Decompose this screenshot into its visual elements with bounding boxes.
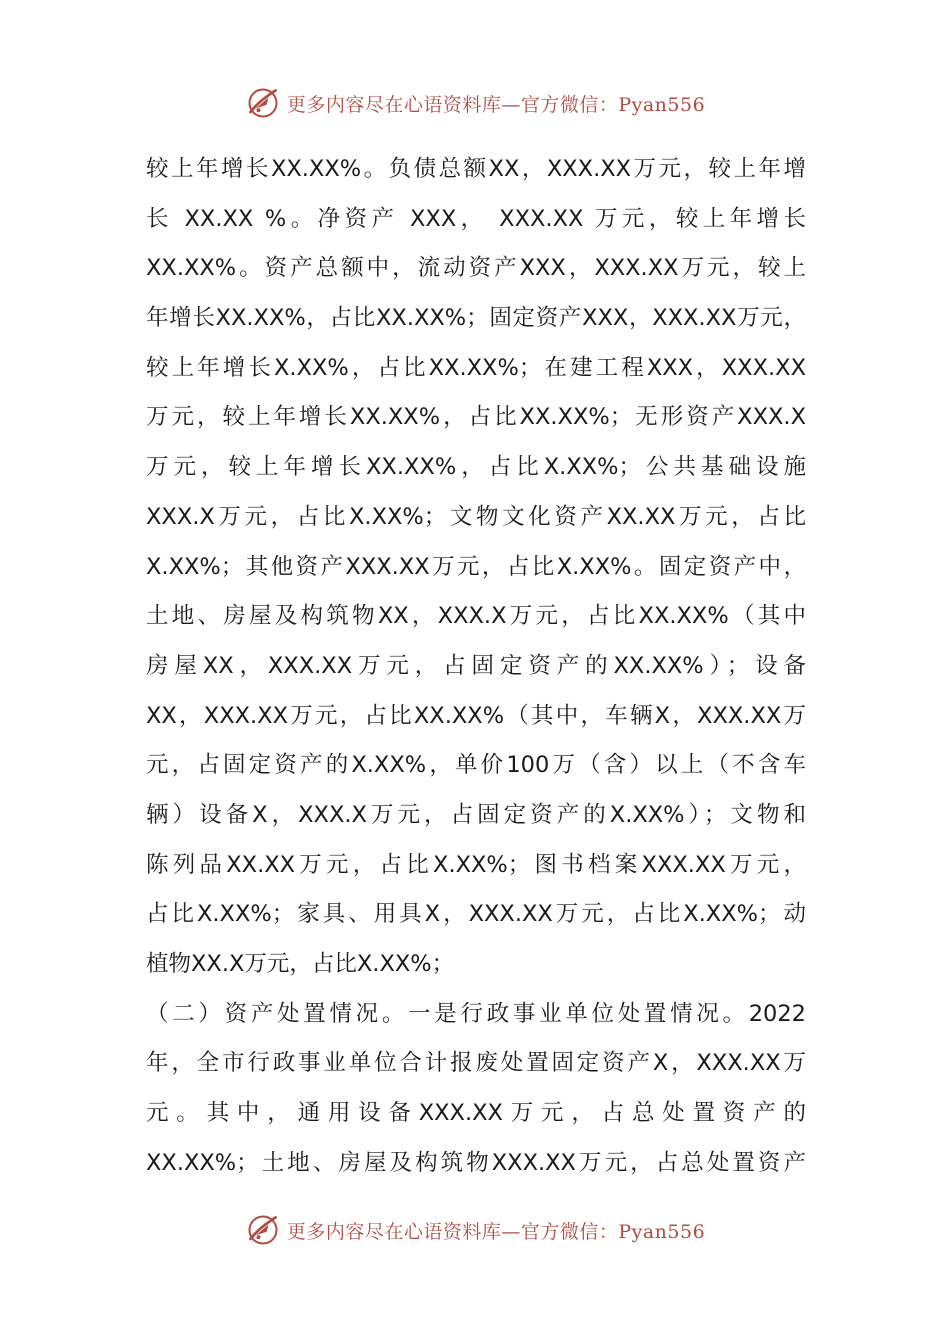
text-line: 房屋XX，XXX.XX万元，占固定资产的XX.XX%）；设备 — [146, 652, 806, 679]
text-line: 陈列品XX.XX万元，占比X.XX%；图书档案XXX.XX万元， — [146, 851, 806, 878]
header-watermark — [0, 83, 950, 123]
text-line: 占比X.XX%；家具、用具X，XXX.XX万元，占比X.XX%；动 — [146, 901, 806, 928]
text-line: 长 XX.XX %。净资产 XXX， XXX.XX 万元，较上年增长 — [146, 205, 806, 232]
text-line-paragraph-end: 植物XX.X万元，占比X.XX%； — [146, 951, 455, 977]
text-line: 元。其中，通用设备XXX.XX万元，占总处置资产的 — [146, 1100, 806, 1127]
watermark-text: 更多内容尽在心语资料库—官方微信：Pyan556 — [286, 93, 706, 116]
text-line: 年，全市行政事业单位合计报废处置固定资产X，XXX.XX万 — [146, 1050, 806, 1077]
text-line: 元，占固定资产的X.XX%，单价100万（含）以上（不含车 — [146, 752, 806, 779]
text-line: 辆）设备X，XXX.X万元，占固定资产的X.XX%）；文物和 — [146, 801, 806, 828]
text-line: XX.XX%；土地、房屋及构筑物XXX.XX万元，占总处置资产 — [146, 1149, 806, 1176]
text-line: 万元，较上年增长XX.XX%，占比XX.XX%；无形资产XXX.X — [146, 404, 806, 431]
text-line: 土地、房屋及构筑物XX，XXX.X万元，占比XX.XX%（其中 — [146, 603, 806, 630]
section-heading-line: （二）资产处置情况。一是行政事业单位处置情况。2022 — [146, 1000, 806, 1027]
text-line: 较上年增长X.XX%，占比XX.XX%；在建工程XXX，XXX.XX — [146, 354, 806, 381]
text-line: XX.XX%。资产总额中，流动资产XXX，XXX.XX万元，较上 — [146, 255, 806, 282]
text-line: 较上年增长XX.XX%。负债总额XX，XXX.XX万元，较上年增 — [146, 156, 806, 182]
text-line: XX，XXX.XX万元，占比XX.XX%（其中，车辆X，XXX.XX万 — [146, 702, 806, 729]
text-line: 年增长XX.XX%，占比XX.XX%；固定资产XXX，XXX.XX万元， — [146, 305, 806, 332]
pen-logo-icon — [245, 1212, 281, 1248]
pen-logo-icon — [245, 85, 281, 121]
text-line: 万元，较上年增长XX.XX%，占比X.XX%；公共基础设施 — [146, 454, 806, 481]
watermark-text: 更多内容尽在心语资料库—官方微信：Pyan556 — [286, 1220, 706, 1243]
document-body — [146, 145, 806, 1188]
footer-watermark — [0, 1210, 950, 1250]
text-line: X.XX%；其他资产XXX.XX万元，占比X.XX%。固定资产中， — [146, 553, 806, 580]
text-line: XXX.X万元，占比X.XX%；文物文化资产XX.XX万元，占比 — [146, 503, 806, 530]
